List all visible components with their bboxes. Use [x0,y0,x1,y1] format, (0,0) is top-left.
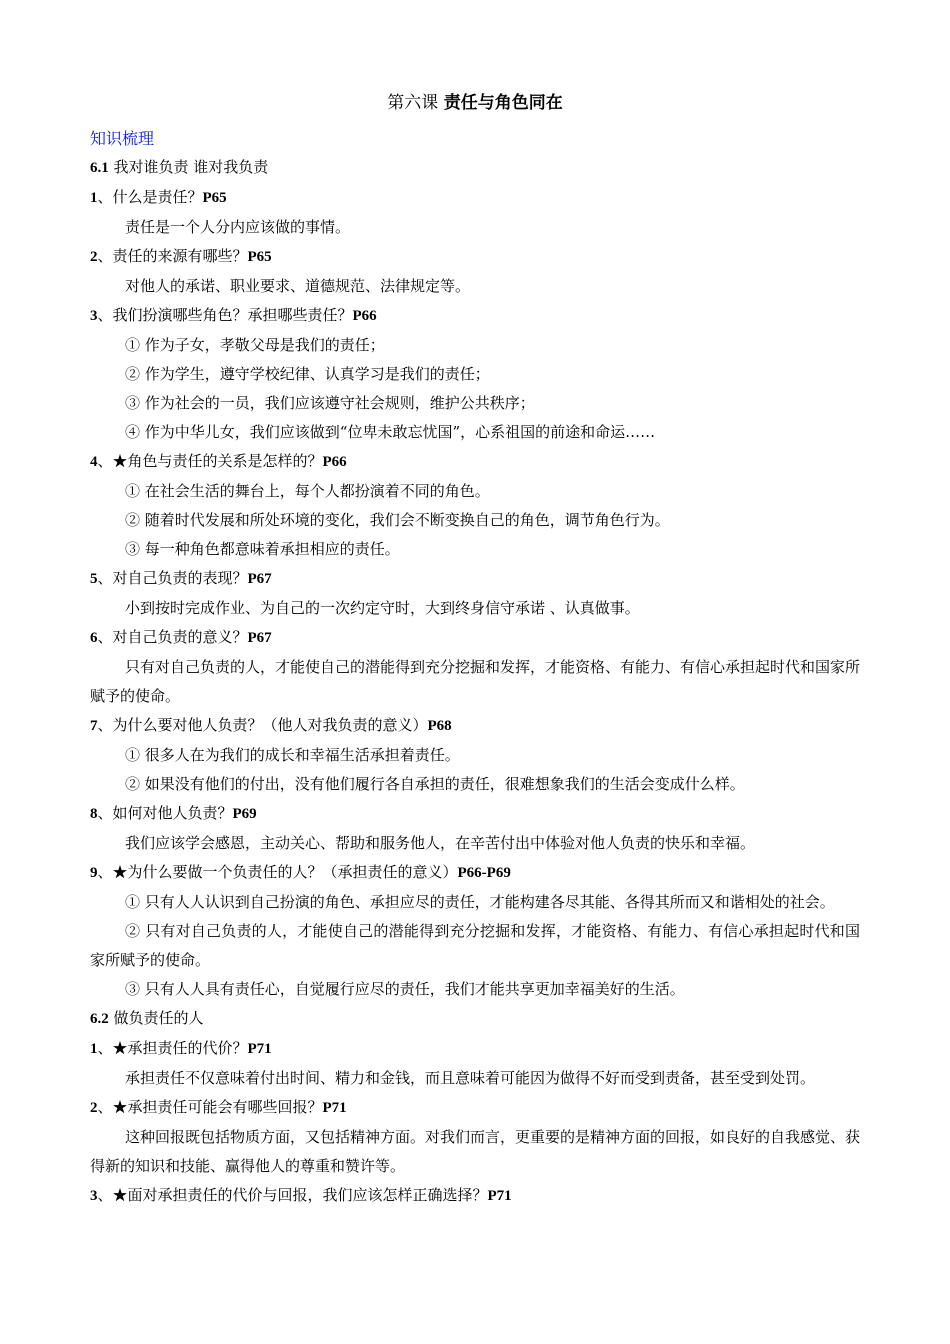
question-text: 、★承担责任的代价？ [97,1039,248,1057]
page-ref: P71 [247,1041,272,1057]
page-ref: P65 [202,190,227,206]
title-main: 责任与角色同在 [443,93,563,113]
question-2 [90,1093,860,1123]
question-text: 、★面对承担责任的代价与回报，我们应该怎样正确选择？ [97,1186,488,1204]
answer-item: ① 作为子女，孝敬父母是我们的责任； [125,336,385,354]
answer: 这种回报既包括物质方面，又包括精神方面。对我们而言，更重要的是精神方面的回报，如良好的自我感觉、获得新的知识和技能、赢得他人的尊重和赞许等。 [90,1128,861,1175]
question-9 [90,858,860,888]
title-prefix: 第六课 [387,93,439,113]
question-5 [90,564,860,594]
answer: 只有对自己负责的人，才能使自己的潜能得到充分挖掘和发挥，才能资格、有能力、有信心承担起时代和国家所赋予的使命。 [90,658,861,705]
question-number: 8 [90,806,98,822]
question-7 [90,711,860,741]
section-heading: 知识梳理 [90,129,155,148]
subsection-6-1-heading [90,153,860,183]
answer: 我们应该学会感恩，主动关心、帮助和服务他人，在辛苦付出中体验对他人负责的快乐和幸福。 [125,834,756,852]
question-3 [90,301,860,331]
question-4 [90,447,860,477]
question-8 [90,799,860,829]
answer-item: ④ 作为中华儿女，我们应该做到“位卑未敢忘忧国”，心系祖国的前途和命运…… [125,423,656,441]
question-number: 2 [90,249,98,265]
page-ref: P66 [322,454,347,470]
answer-item: ③ 每一种角色都意味着承担相应的责任。 [125,540,400,558]
question-text: 、责任的来源有哪些？ [97,247,248,265]
question-text: 、★为什么要做一个负责任的人？（承担责任的意义） [97,863,458,881]
answer: 小到按时完成作业、为自己的一次约定守时，大到终身信守承诺 、认真做事。 [125,599,640,617]
question-6 [90,623,860,653]
answer-item: ③ 作为社会的一员，我们应该遵守社会规则，维护公共秩序； [125,394,535,412]
answer-item: ① 在社会生活的舞台上，每个人都扮演着不同的角色。 [125,482,490,500]
page-ref: P65 [247,249,272,265]
page-ref: P66 [352,308,377,324]
question-text: 、★角色与责任的关系是怎样的？ [97,452,323,470]
question-number: 4 [90,454,98,470]
question-number: 1 [90,190,98,206]
question-3 [90,1181,860,1211]
question-number: 3 [90,308,98,324]
question-2 [90,242,860,272]
question-text: 、什么是责任？ [97,188,203,206]
subsection-title: 我对谁负责 谁对我负责 [113,158,269,176]
answer-item: ② 只有对自己负责的人，才能使自己的潜能得到充分挖掘和发挥，才能资格、有能力、有信心承担起时代和国家所赋予的使命。 [90,922,860,969]
answer-item: ② 随着时代发展和所处环境的变化，我们会不断变换自己的角色，调节角色行为。 [125,511,670,529]
page-ref: P67 [247,571,272,587]
question-number: 7 [90,718,98,734]
question-text: 、我们扮演哪些角色？承担哪些责任？ [97,306,353,324]
question-text: 、对自己负责的表现？ [97,569,248,587]
subsection-6-2-heading [90,1004,860,1034]
answer-item: ② 作为学生，遵守学校纪律、认真学习是我们的责任； [125,365,490,383]
answer-item: ① 很多人在为我们的成长和幸福生活承担着责任。 [125,746,460,764]
subsection-title: 做负责任的人 [113,1009,204,1027]
page-ref: P69 [232,806,257,822]
page-ref: P71 [322,1100,347,1116]
answer: 责任是一个人分内应该做的事情。 [125,218,351,236]
page-ref: P68 [427,718,452,734]
answer: 对他人的承诺、职业要求、道德规范、法律规定等。 [125,277,471,295]
question-text: 、★承担责任可能会有哪些回报？ [97,1098,323,1116]
answer-item: ① 只有人人认识到自己扮演的角色、承担应尽的责任，才能构建各尽其能、各得其所而又和谐相处的社会。 [125,893,835,911]
answer-item: ③ 只有人人具有责任心，自觉履行应尽的责任，我们才能共享更加幸福美好的生活。 [125,980,685,998]
question-number: 3 [90,1188,98,1204]
question-text: 、对自己负责的意义？ [97,628,248,646]
question-number: 5 [90,571,98,587]
page-ref: P66-P69 [457,865,511,881]
subsection-number: 6.2 [90,1011,109,1027]
question-number: 2 [90,1100,98,1116]
page-ref: P71 [487,1188,512,1204]
answer: 承担责任不仅意味着付出时间、精力和金钱，而且意味着可能因为做得不好而受到责备，甚至受到处罚。 [125,1069,816,1087]
question-1 [90,1034,860,1064]
question-text: 、如何对他人负责？ [97,804,233,822]
question-text: 、为什么要对他人负责？（他人对我负责的意义） [97,716,428,734]
subsection-number: 6.1 [90,160,109,176]
page-ref: P67 [247,630,272,646]
page-title [0,92,950,114]
question-number: 1 [90,1041,98,1057]
answer-item: ② 如果没有他们的付出，没有他们履行各自承担的责任，很难想象我们的生活会变成什么样。 [125,775,745,793]
document-body [90,124,860,1211]
question-number: 6 [90,630,98,646]
question-number: 9 [90,865,98,881]
question-1 [90,183,860,213]
